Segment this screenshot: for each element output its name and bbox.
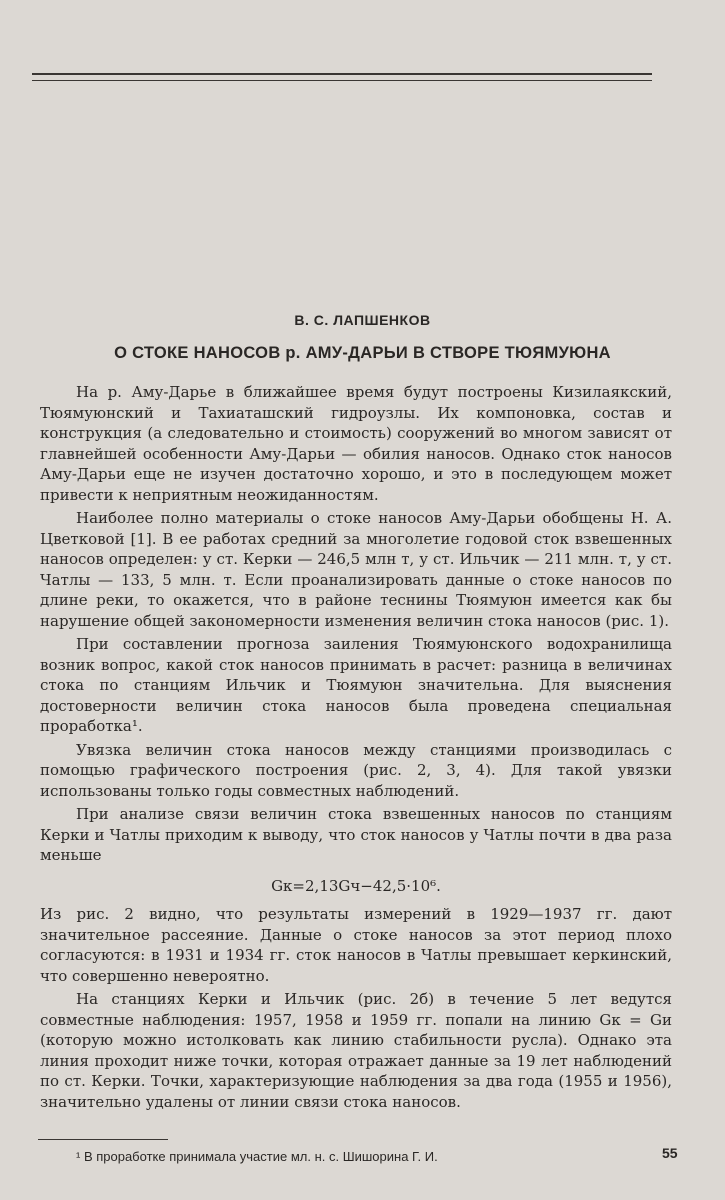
paragraph: Увязка величин стока наносов между станциями производилась с помощью графического построения (рис. 2, 3, 4). Для такой увязки использованы только годы совместных наблюдений.: [40, 740, 672, 800]
article-title: О СТОКЕ НАНОСОВ р. АМУ-ДАРЬИ В СТВОРЕ ТЮЯМУЮНА: [114, 344, 611, 362]
footnote-rule: [38, 1139, 168, 1140]
paragraph: Из рис. 2 видно, что результаты измерений в 1929—1937 гг. дают значительное рассеяние. Данные о стоке наносов за этот период плохо согласуются: в 1931 и 1934 гг. сток наносов в Чатлы превышает керкинский, что совершенно невероятно.: [40, 905, 672, 985]
article-body: [40, 382, 672, 1115]
footnote: ¹ В проработке принимала участие мл. н. с. Шишорина Г. И.: [76, 1149, 438, 1164]
header-rule: [32, 73, 652, 75]
paragraph: На станциях Керки и Ильчик (рис. 2б) в течение 5 лет ведутся совместные наблюдения: 1957, 1958 и 1959 гг. попали на линию Gк = Gи (которую можно истолковать как линию стабильности русла). Однако эта линия проходит ниже точки, которая отражает данные за 19 лет наблюдений по ст. Керки. Точки, характеризующие наблюдения за два года (1955 и 1956), значительно удалены от линии связи стока наносов.: [40, 990, 672, 1111]
author-name: В. С. ЛАПШЕНКОВ: [294, 312, 431, 328]
header-rule-thin: [32, 80, 652, 81]
paragraph: При составлении прогноза заиления Тюямуюнского водохранилища возник вопрос, какой сток наносов принимать в расчет: разница в величинах стока по станциям Ильчик и Тюямуюн значительна. Для выяснения достоверности величин стока наносов была проведена специальная проработка¹.: [40, 635, 672, 735]
page-number: 55: [662, 1145, 678, 1161]
paragraph: На р. Аму-Дарье в ближайшее время будут построены Кизилаякский, Тюямуюнский и Тахиаташский гидроузлы. Их компоновка, состав и конструкция (а следовательно и стоимость) сооружений во многом зависят от главнейшей особенности Аму-Дарьи — обилия наносов. Однако сток наносов Аму-Дарьи еще не изучен достаточно хорошо, и это в последующем может привести к неприятным неожиданностям.: [40, 383, 672, 504]
paragraph: Наиболее полно материалы о стоке наносов Аму-Дарьи обобщены Н. А. Цветковой [1]. В ее работах средний за многолетие годовой сток взвешенных наносов определен: у ст. Керки — 246,5 млн т, у ст. Ильчик — 211 млн. т, у ст. Чатлы — 133, 5 млн. т. Если проанализировать данные о стоке наносов по длине реки, то окажется, что в районе теснины Тюямуюн имеется как бы нарушение общей закономерности изменения величин стока наносов (рис. 1).: [40, 509, 672, 630]
paragraph: При анализе связи величин стока взвешенных наносов по станциям Керки и Чатлы приходим к выводу, что сток наносов у Чатлы почти в два раза меньше: [40, 805, 672, 864]
formula: Gк=2,13Gч−42,5·10⁶.: [271, 876, 441, 895]
